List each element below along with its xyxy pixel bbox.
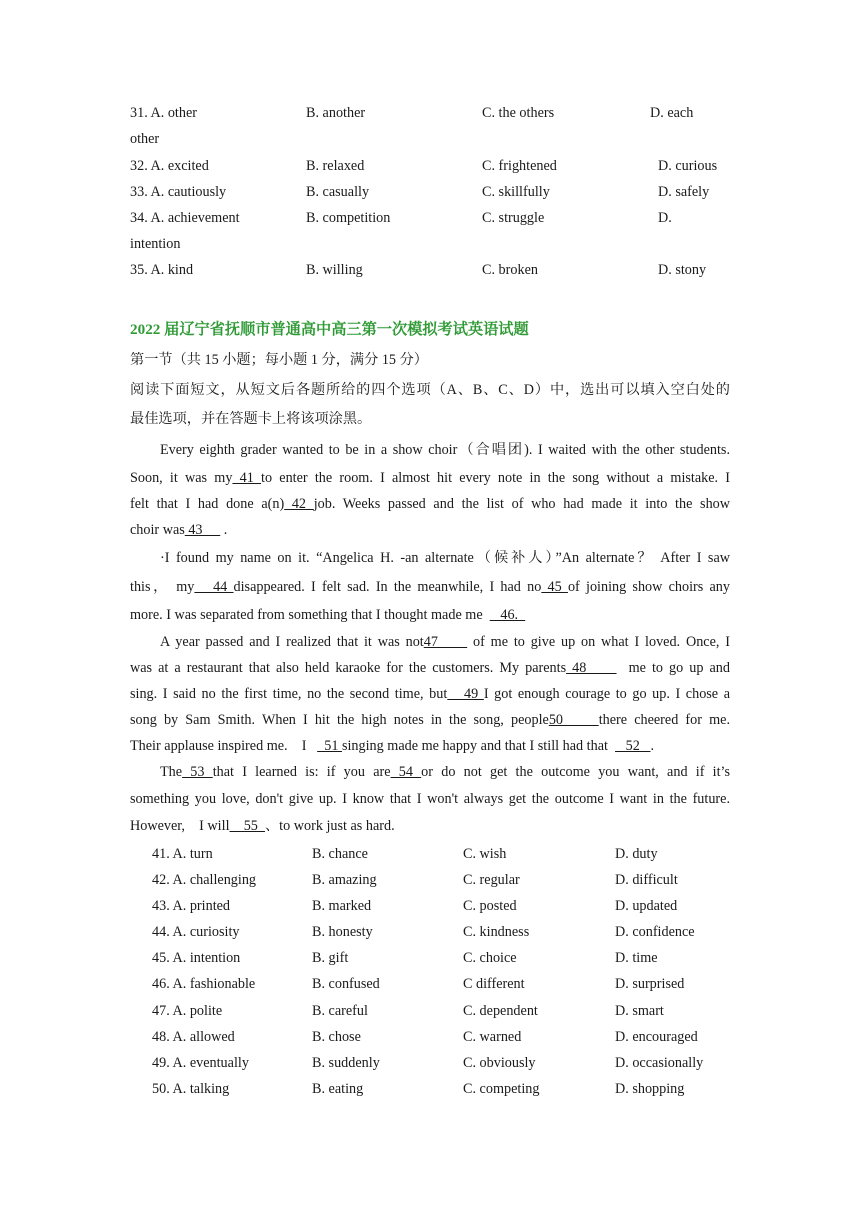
option-d: D. shopping — [615, 1081, 685, 1097]
option-a: 45. A. intention — [152, 950, 241, 966]
option-b: B. willing — [306, 262, 363, 278]
option-c: C. wish — [463, 846, 507, 862]
option-a: 43. A. printed — [152, 898, 231, 914]
option-b: B. honesty — [312, 924, 373, 940]
option-b: B. chose — [312, 1029, 361, 1045]
option-b: B. another — [306, 105, 366, 121]
blank-48: 48 — [566, 660, 617, 676]
text: more. I was separated from something that I thought made me — [130, 607, 490, 623]
option-c: C. the others — [482, 105, 555, 121]
option-c: C. posted — [463, 898, 517, 914]
option-b: B. amazing — [312, 872, 377, 888]
option-a: 35. A. kind — [130, 262, 194, 278]
option-d: D. curious — [658, 158, 718, 174]
option-d: D. updated — [615, 898, 678, 914]
text: singing made me happy and that I still had that — [341, 738, 616, 754]
option-b: B. eating — [312, 1081, 364, 1097]
option-b: B. careful — [312, 1003, 368, 1019]
text: The — [160, 764, 183, 780]
blank-45: 45 — [541, 579, 568, 595]
text: choir was — [130, 522, 185, 538]
passage-line — [160, 632, 730, 652]
text: to enter the room. I almost hit every note in the song without a mistake. I — [261, 470, 731, 486]
option-a: 48. A. allowed — [152, 1029, 235, 1045]
text: . — [220, 522, 228, 538]
option-d: D. stony — [658, 262, 707, 278]
option-c: C. broken — [482, 262, 538, 278]
text: Their applause inspired me. I — [130, 738, 318, 754]
text: felt that I had done a(n) — [130, 496, 285, 512]
blank-52: 52 — [615, 738, 651, 754]
option-a: 46. A. fashionable — [152, 976, 256, 992]
instructions-line-2: 最佳选项，并在答题卡上将该项涂黑。 — [130, 411, 372, 427]
option-a: 32. A. excited — [130, 158, 209, 174]
text: I got enough courage to go up. I chose a — [483, 686, 730, 702]
text: or do not get the outcome you want, and if it’s — [421, 764, 731, 780]
passage-line — [130, 710, 730, 730]
option-d: D. duty — [615, 846, 658, 862]
option-a: 42. A. challenging — [152, 872, 257, 888]
text: job. Weeks passed and the list of who had made it into the show — [313, 496, 730, 512]
passage-line — [130, 816, 730, 836]
blank-49: 49 — [447, 686, 484, 702]
option-a: 50. A. talking — [152, 1081, 230, 1097]
exam-title: 2022 届辽宁省抚顺市普通高中高三第一次模拟考试英语试题 — [130, 321, 529, 338]
option-b: B. marked — [312, 898, 372, 914]
passage-line — [130, 736, 730, 756]
text: of me to give up on what I loved. Once, I — [467, 634, 730, 650]
blank-41: 41 — [232, 470, 262, 486]
option-d: D. surprised — [615, 976, 685, 992]
text: song by Sam Smith. When I hit the high notes in the song, people — [130, 712, 549, 728]
option-d: D. each — [650, 105, 694, 121]
text: Soon, it was my — [130, 470, 233, 486]
option-d: D. safely — [658, 184, 710, 200]
passage-line — [130, 605, 730, 625]
option-c: C. frightened — [482, 158, 557, 174]
option-d: D. difficult — [615, 872, 678, 888]
option-b: B. chance — [312, 846, 368, 862]
option-d-cont: other — [130, 131, 160, 147]
text: 、to work just as hard. — [264, 818, 395, 834]
blank-42: 42 — [284, 496, 314, 512]
option-b: B. confused — [312, 976, 380, 992]
blank-53: 53 — [182, 764, 213, 780]
option-c: C. skillfully — [482, 184, 550, 200]
passage-line: ·I found my name on it. “Angelica H. -an alternate（候补人）”An alternate？ After I saw — [160, 550, 730, 566]
blank-51: 51 — [317, 738, 342, 754]
text: was at a restaurant that also held karaoke for the customers. My parents — [130, 660, 567, 676]
option-d: D. — [658, 210, 672, 226]
blank-46: 46. — [489, 607, 526, 623]
passage-line — [130, 494, 730, 514]
option-b: B. suddenly — [312, 1055, 380, 1071]
blank-47: 47 — [423, 634, 468, 650]
text: me to go up and — [616, 660, 730, 676]
option-c: C. kindness — [463, 924, 530, 940]
option-c: C. warned — [463, 1029, 522, 1045]
passage-line — [130, 658, 730, 678]
option-c: C different — [463, 976, 525, 992]
text: . — [650, 738, 655, 754]
option-b: B. casually — [306, 184, 370, 200]
option-c: C. competing — [463, 1081, 540, 1097]
option-c: C. choice — [463, 950, 517, 966]
option-a: 49. A. eventually — [152, 1055, 249, 1071]
option-c: C. struggle — [482, 210, 545, 226]
passage-line — [130, 684, 730, 704]
passage-line — [160, 762, 730, 782]
instructions-line-1: 阅读下面短文，从短文后各题所给的四个选项（A、B、C、D）中，选出可以填入空白处的 — [130, 382, 730, 398]
text: disappeared. I felt sad. In the meanwhile, I had no — [233, 579, 542, 595]
section-subtitle: 第一节（共 15 小题；每小题 1 分，满分 15 分） — [130, 352, 428, 368]
text: this， my — [130, 579, 195, 595]
option-a: 33. A. cautiously — [130, 184, 227, 200]
blank-43: 43 — [184, 522, 221, 538]
option-d: D. smart — [615, 1003, 664, 1019]
text: However, I will — [130, 818, 230, 834]
option-d: D. encouraged — [615, 1029, 698, 1045]
text: there cheered for me. — [598, 712, 730, 728]
option-c: C. regular — [463, 872, 520, 888]
passage-line — [130, 468, 730, 488]
option-b: B. competition — [306, 210, 391, 226]
option-d: D. confidence — [615, 924, 695, 940]
text: of joining show choirs any — [567, 579, 730, 595]
option-c: C. dependent — [463, 1003, 538, 1019]
text: A year passed and I realized that it was not — [160, 634, 424, 650]
option-a: 47. A. polite — [152, 1003, 223, 1019]
blank-54: 54 — [390, 764, 422, 780]
blank-44: 44 — [194, 579, 234, 595]
option-a: 41. A. turn — [152, 846, 213, 862]
passage-line: Every eighth grader wanted to be in a show choir（合唱团). I waited with the other students. — [160, 442, 730, 458]
blank-55: 55 — [229, 818, 265, 834]
passage-line: something you love, don't give up. I know that I won't always get the outcome I want in the future. — [130, 791, 730, 807]
blank-50: 50 — [548, 712, 599, 728]
option-c: C. obviously — [463, 1055, 536, 1071]
option-a: 34. A. achievement — [130, 210, 240, 226]
option-d-cont: intention — [130, 236, 181, 252]
option-d: D. occasionally — [615, 1055, 704, 1071]
option-b: B. gift — [312, 950, 349, 966]
option-b: B. relaxed — [306, 158, 365, 174]
passage-line — [130, 577, 730, 597]
text: that I learned is: if you are — [212, 764, 391, 780]
text: sing. I said no the first time, no the second time, but — [130, 686, 448, 702]
option-a: 44. A. curiosity — [152, 924, 240, 940]
option-a: 31. A. other — [130, 105, 197, 121]
passage-line — [130, 520, 730, 540]
option-d: D. time — [615, 950, 658, 966]
